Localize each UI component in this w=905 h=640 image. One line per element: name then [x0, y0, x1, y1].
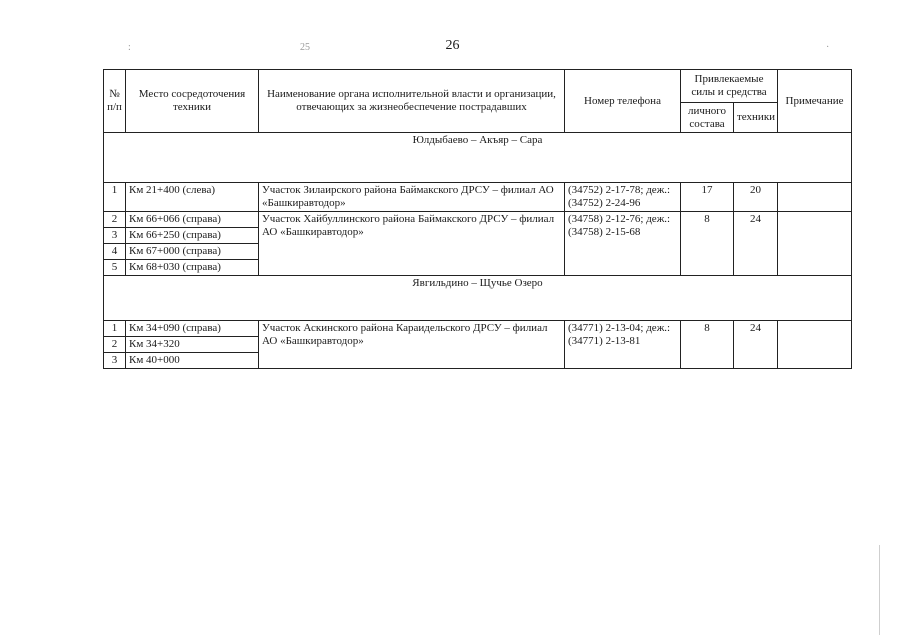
page-number: 26 — [445, 38, 460, 53]
cell-equipment: 24 — [734, 321, 778, 369]
cell-place: Км 66+250 (справа) — [126, 228, 259, 244]
cell-note — [778, 183, 852, 212]
cell-note — [778, 212, 852, 276]
cell-place: Км 40+000 — [126, 353, 259, 369]
cell-place: Км 34+090 (справа) — [126, 321, 259, 337]
scan-mark: · — [826, 42, 830, 53]
section-header-row — [104, 276, 852, 321]
header-phone: Номер телефона — [565, 70, 681, 133]
cell-place: Км 21+400 (слева) — [126, 183, 259, 212]
cell-num: 3 — [104, 353, 126, 369]
cell-num: 4 — [104, 244, 126, 260]
cell-personnel: 17 — [681, 183, 734, 212]
section-title: Явгильдино – Щучье Озеро — [104, 276, 852, 321]
header-personnel: личного состава — [681, 103, 734, 133]
cell-place: Км 68+030 (справа) — [126, 260, 259, 276]
cell-num: 2 — [104, 337, 126, 353]
cell-num: 1 — [104, 321, 126, 337]
cell-org: Участок Аскинского района Караидельского ДРСУ – филиал АО «Башкиравтодор» — [259, 321, 565, 369]
table-row — [104, 212, 852, 228]
table-row — [104, 183, 852, 212]
cell-equipment: 20 — [734, 183, 778, 212]
cell-org: Участок Зилаирского района Баймакского ДРСУ – филиал АО «Башкиравтодор» — [259, 183, 565, 212]
resources-table — [103, 69, 852, 369]
scan-edge-line — [879, 545, 880, 635]
table-body — [104, 133, 852, 369]
cell-num: 5 — [104, 260, 126, 276]
scan-mark: 25 — [300, 42, 310, 53]
header-org: Наименование органа исполнительной власти и организации, отвечающих за жизнеобеспечение пострадавших — [259, 70, 565, 133]
scan-mark: : — [128, 42, 131, 53]
cell-num: 1 — [104, 183, 126, 212]
cell-phone: (34752) 2-17-78; деж.: (34752) 2-24-96 — [565, 183, 681, 212]
header-note: Примечание — [778, 70, 852, 133]
cell-place: Км 34+320 — [126, 337, 259, 353]
cell-place: Км 67+000 (справа) — [126, 244, 259, 260]
cell-place: Км 66+066 (справа) — [126, 212, 259, 228]
section-header-row — [104, 133, 852, 183]
cell-phone: (34758) 2-12-76; деж.: (34758) 2-15-68 — [565, 212, 681, 276]
table-row — [104, 321, 852, 337]
cell-personnel: 8 — [681, 321, 734, 369]
header-equipment: техники — [734, 103, 778, 133]
cell-equipment: 24 — [734, 212, 778, 276]
header-forces: Привлекаемые силы и средства — [681, 70, 778, 103]
cell-note — [778, 321, 852, 369]
header-place: Место сосредоточения техники — [126, 70, 259, 133]
cell-personnel: 8 — [681, 212, 734, 276]
cell-phone: (34771) 2-13-04; деж.: (34771) 2-13-81 — [565, 321, 681, 369]
header-num: № п/п — [104, 70, 126, 133]
cell-num: 3 — [104, 228, 126, 244]
cell-org: Участок Хайбуллинского района Баймакского ДРСУ – филиал АО «Башкиравтодор» — [259, 212, 565, 276]
section-title: Юлдыбаево – Акъяр – Сара — [104, 133, 852, 183]
cell-num: 2 — [104, 212, 126, 228]
